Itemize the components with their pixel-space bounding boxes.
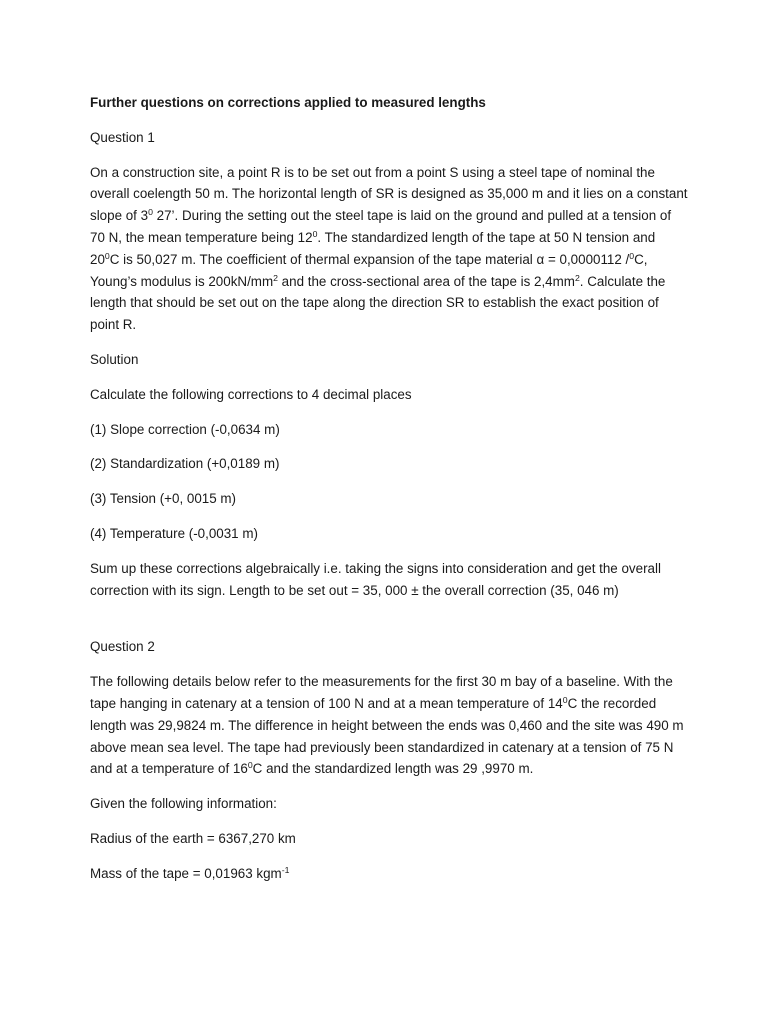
document-page [90, 92, 688, 898]
question-2-text: The following details below refer to the measurements for the first 30 m bay of a baseline. With the tape hanging in catenary at a tension of 100 N and at a mean temperature of $14^0C$ the recorded length was 29,9824 m. The difference in height between the ends was 0,460 and the site was 490 m above mean sea level. The tape had previously been standardized in catenary at a tension of 75 N and at a temperature of $16^0C$ and the standardized length was 29 ,9970 m. [90, 674, 684, 777]
correction-temperature: (4) Temperature (-0,0031 m) [90, 525, 258, 541]
question-1-text: On a construction site, a point R is to be set out from a point S using a steel tape of nominal the overall coelength 50 m. The horizontal length of SR is designed as 35,000 m and it lies on a constant slope of $3^0$ 27’. During the setting out the steel tape is laid on the ground and pulled at a tension of 70 N, the mean temperature being $12^0$. The standardized length of the tape at 50 N tension and $20^0C$ is 50,027 m. The coefficient of thermal expansion of the tape material α = 0,0000112 /$^0$C, Young’s modulus is $200kN/mm^2$ and the cross-sectional area of the tape is $2,4mm^2$. Calculate the length that should be set out on the tape along the direction SR to establish the exact position of point R. [90, 164, 688, 333]
question-2-heading: Question 2 [90, 639, 155, 655]
solution-heading: Solution [90, 351, 139, 367]
correction-standardization: (2) Standardization (+0,0189 m) [90, 456, 280, 472]
document-title: Further questions on corrections applied to measured lengths [90, 95, 486, 110]
earth-radius-line: Radius of the earth = 6367,270 km [90, 830, 296, 846]
correction-slope: (1) Slope correction (-0,0634 m) [90, 421, 280, 437]
correction-tension: (3) Tension (+0, 0015 m) [90, 491, 237, 507]
section-spacer [90, 614, 688, 636]
question-1-heading: Question 1 [90, 129, 155, 145]
solution-summary: Sum up these corrections algebraically i.e. taking the signs into consideration and get the overall correction with its sign. Length to be set out = 35, 000 ± the overall correction (35, 046 m) [90, 560, 661, 598]
solution-intro: Calculate the following corrections to 4 decimal places [90, 386, 412, 402]
given-heading: Given the following information: [90, 796, 277, 812]
tape-mass-line: Mass of the tape = 0,01963 kgm$^{-1}$ [90, 864, 290, 881]
